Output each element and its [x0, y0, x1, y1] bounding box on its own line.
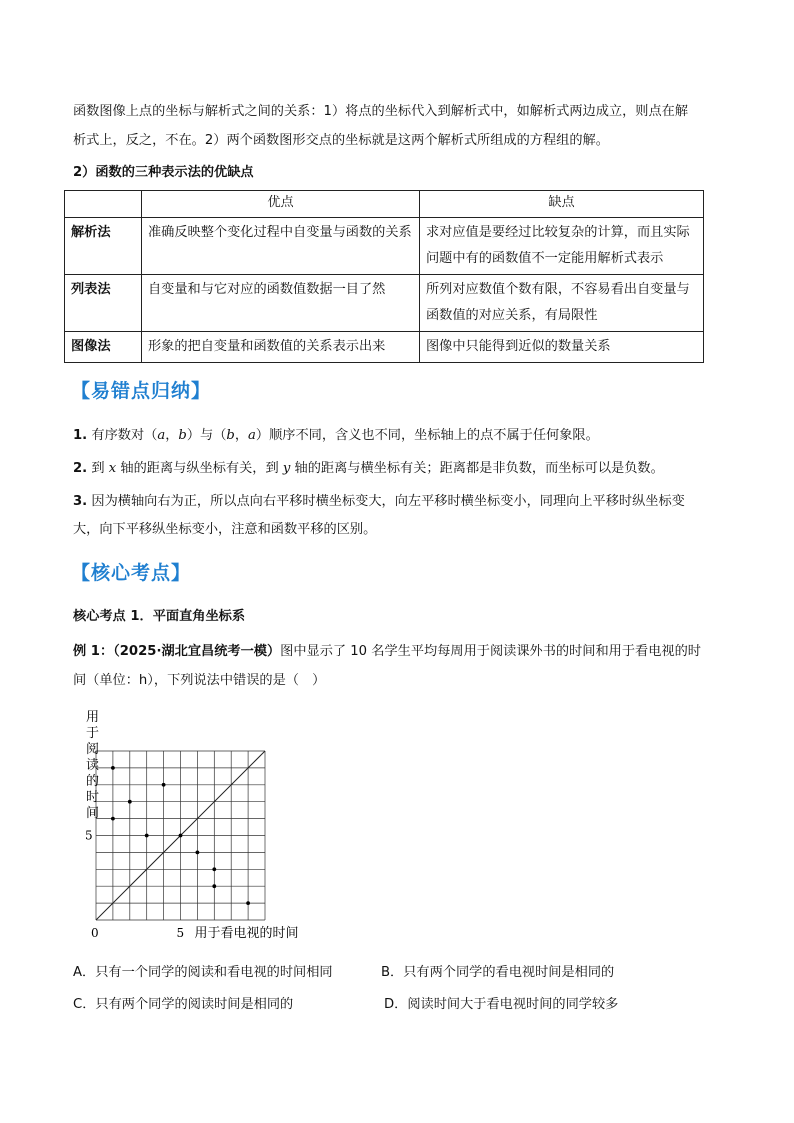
data-point: [111, 817, 115, 821]
core-point-title: 核心考点 1．平面直角坐标系: [73, 609, 246, 624]
table-header-blank: [65, 191, 142, 218]
data-point: [162, 783, 166, 787]
section-heading-pitfalls: 【易错点归纳】: [71, 380, 212, 402]
option-b[interactable]: B．只有两个同学的看电视时间是相同的: [381, 965, 615, 980]
subheading: 2）函数的三种表示法的优缺点: [73, 165, 254, 180]
table-cell-pro: 自变量和与它对应的函数值数据一目了然: [142, 275, 420, 332]
example-source: （2025·湖北宜昌统考一模）: [113, 644, 281, 659]
table-cell-con: 图像中只能得到近似的数量关系: [420, 332, 704, 363]
section-heading-core: 【核心考点】: [71, 562, 192, 584]
data-point: [212, 884, 216, 888]
pitfall-item-2: 2. 到 x 轴的距离与纵坐标有关，到 y 轴的距离与横坐标有关；距离都是非负数，而坐标可以是负数。: [73, 461, 664, 476]
table-row: [65, 332, 704, 363]
table-row: [65, 218, 704, 275]
table-row-name: 解析法: [65, 218, 142, 275]
option-d[interactable]: D．阅读时间大于看电视时间的同学较多: [384, 997, 619, 1012]
table-cell-con: 求对应值是要经过比较复杂的计算，而且实际问题中有的函数值不一定能用解析式表示: [420, 218, 704, 275]
x-axis-label: 用于看电视的时间: [194, 926, 299, 941]
example-text-2: 间（单位：h），下列说法中错误的是（ ）: [73, 673, 326, 688]
intro-line-2: 析式上，反之，不在。2）两个函数图形交点的坐标就是这两个解析式所组成的方程组的解。: [73, 133, 609, 148]
table-cell-pro: 准确反映整个变化过程中自变量与函数的关系: [142, 218, 420, 275]
pitfall-item-1: 1. 有序数对（a，b）与（b，a）顺序不同，含义也不同，坐标轴上的点不属于任何象限。: [73, 428, 599, 443]
data-point: [212, 867, 216, 871]
table-cell-con: 所列对应数值个数有限，不容易看出自变量与函数值的对应关系，有局限性: [420, 275, 704, 332]
x-tick-label: 0: [91, 926, 99, 940]
data-point: [179, 834, 183, 838]
y-tick-label: 5: [85, 828, 93, 843]
option-c[interactable]: C．只有两个同学的阅读时间是相同的: [73, 997, 294, 1012]
table-header-con: 缺点: [420, 191, 704, 218]
table-cell-pro: 形象的把自变量和函数值的关系表示出来: [142, 332, 420, 363]
data-point: [145, 834, 149, 838]
y-axis-label: 用于阅读的时间: [86, 710, 100, 821]
example-text-1: 图中显示了 10 名学生平均每周用于阅读课外书的时间和用于看电视的时: [280, 644, 701, 659]
scatter-chart: [70, 702, 330, 942]
example-block: [73, 637, 723, 695]
x-tick-label: 5: [176, 926, 185, 940]
pitfall-item-3: 3. 因为横轴向右为正，所以点向右平移时横坐标变大，向左平移时横坐标变小，同理向上平移时纵坐标变 大，向下平移纵坐标变小，注意和函数平移的区别。: [73, 494, 685, 537]
data-point: [128, 800, 132, 804]
data-point: [196, 851, 200, 855]
table-header-pro: 优点: [142, 191, 420, 218]
table-header-row: [65, 191, 704, 218]
comparison-table: [64, 190, 704, 363]
data-point: [111, 766, 115, 770]
table-row: [65, 275, 704, 332]
option-a[interactable]: A．只有一个同学的阅读和看电视的时间相同: [73, 965, 333, 980]
data-point: [246, 901, 250, 905]
table-row-name: 列表法: [65, 275, 142, 332]
intro-line-1: 函数图像上点的坐标与解析式之间的关系：1）将点的坐标代入到解析式中，如解析式两边成立，则点在解: [73, 104, 689, 119]
table-row-name: 图像法: [65, 332, 142, 363]
example-label: 例 1：: [73, 644, 114, 659]
intro-label: [73, 97, 723, 155]
